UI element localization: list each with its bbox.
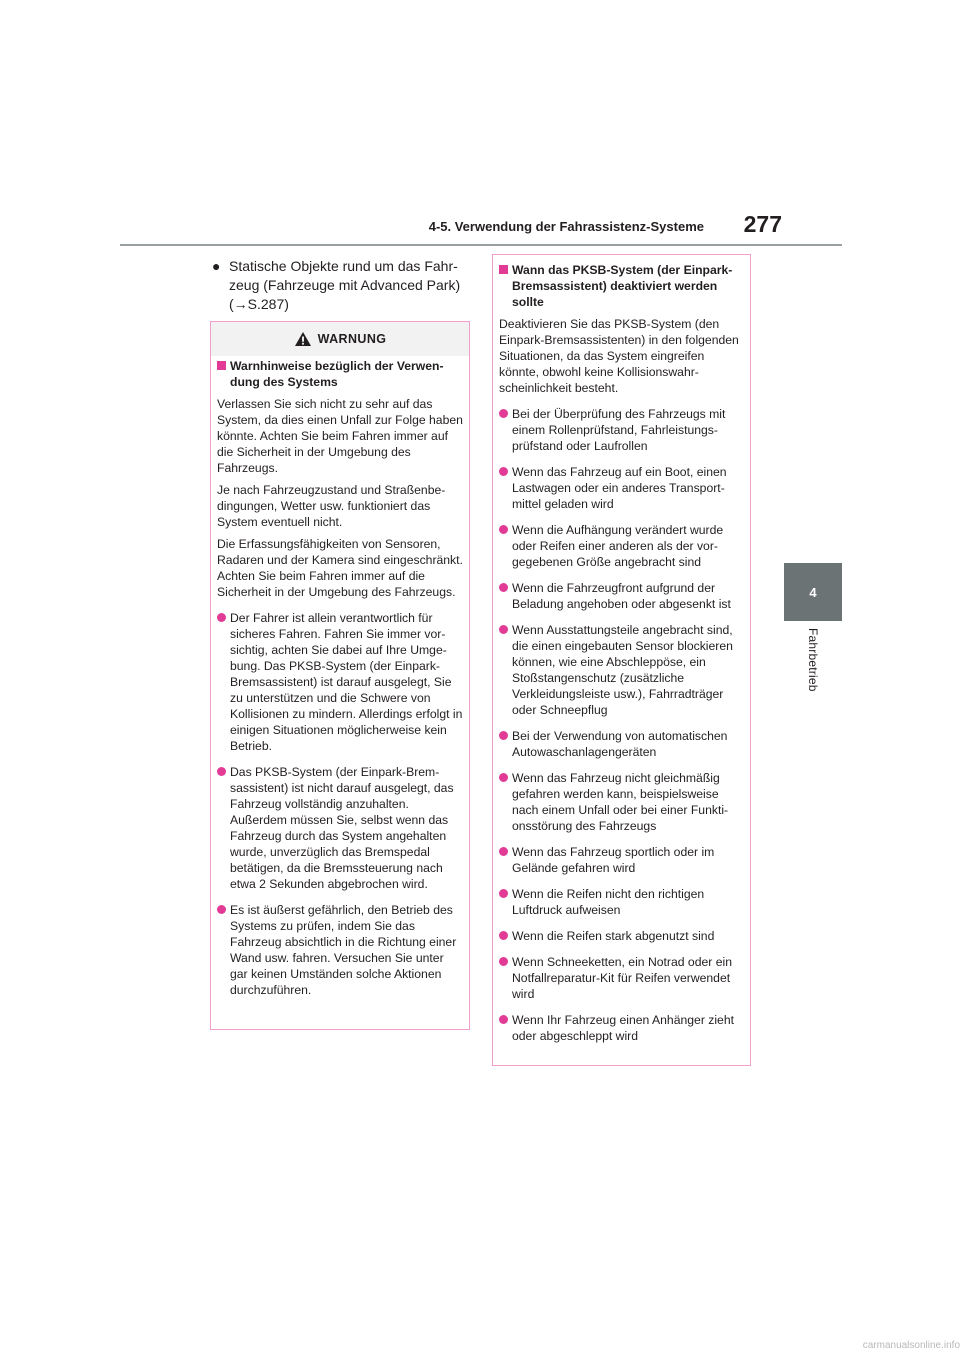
- info-bullet-text: Wenn die Reifen stark abgenutzt sind: [512, 929, 715, 943]
- info-bullet-text: Wenn Ausstattungsteile angebracht sind, die einen eingebauten Sensor blockieren können, wie eine Abschleppöse, ein Stoßstangenschutz (zusätzliche Verkleidungsleiste usw.), Fahrradträger oder Schneepflug: [512, 623, 733, 717]
- info-bullet-text: Wenn das Fahrzeug auf ein Boot, einen Lastwagen oder ein anderes Transportmittel geladen wird: [512, 465, 727, 511]
- info-bullet: [499, 928, 744, 944]
- info-bullet: [499, 522, 744, 570]
- bullet-dot-icon: [499, 525, 508, 534]
- warning-label: WARNUNG: [317, 332, 387, 346]
- warning-triangle-icon: [294, 331, 312, 347]
- warning-heading-text: Warnhinweise bezüglich der Verwendung des Systems: [230, 359, 444, 389]
- info-heading: [499, 262, 744, 310]
- warning-heading: [217, 358, 463, 390]
- bullet-dot-icon: [217, 905, 226, 914]
- warning-paragraph: Die Erfassungsfähigkeiten von Sensoren, Radaren und der Kamera sind eingeschränkt. Achten Sie beim Fahren immer auf die Sicherheit in der Umgebung des Fahrzeugs.: [217, 537, 463, 599]
- info-bullet-text: Wenn Ihr Fahrzeug einen Anhänger zieht oder abgeschleppt wird: [512, 1013, 735, 1043]
- chapter-label-container: [784, 628, 842, 738]
- square-marker-icon: [499, 265, 508, 274]
- info-bullet-text: Wenn das Fahrzeug nicht gleichmäßig gefahren werden kann, beispielsweise nach einem Unfall oder bei einer Funktionsstörung des Fahrzeugs: [512, 771, 729, 833]
- header-divider: [120, 244, 842, 246]
- section-title: 4-5. Verwendung der Fahrassistenz-Systeme: [428, 219, 704, 234]
- bullet-dot-icon: [499, 625, 508, 634]
- bullet-dot-icon: [499, 467, 508, 476]
- info-bullet: [499, 954, 744, 1002]
- info-bullet: [499, 728, 744, 760]
- chapter-label: Fahrbetrieb: [806, 628, 820, 692]
- bullet-dot-icon: [499, 773, 508, 782]
- watermark: carmanualsonline.info: [862, 1340, 960, 1351]
- warning-box: [210, 321, 470, 1030]
- bullet-dot-icon: [217, 767, 226, 776]
- info-bullet-text: Bei der Überprüfung des Fahrzeugs mit einem Rollenprüfstand, Fahrleistungsprüfstand oder Laufrollen: [512, 407, 726, 453]
- warning-bullet: [217, 610, 463, 754]
- bullet-dot-icon: [499, 847, 508, 856]
- info-bullet-text: Wenn die Reifen nicht den richtigen Luftdruck aufweisen: [512, 887, 705, 917]
- intro-bullet: [212, 257, 470, 314]
- info-bullet-text: Wenn das Fahrzeug sportlich oder im Gelände gefahren wird: [512, 845, 715, 875]
- bullet-dot-icon: [499, 889, 508, 898]
- warning-bullet: [217, 902, 463, 998]
- warning-bullet: [217, 764, 463, 892]
- bullet-dot-icon: [499, 583, 508, 592]
- info-heading-text: Wann das PKSB-System (der Einpark-Bremsassistent) deaktiviert werden sollte: [512, 263, 733, 309]
- square-marker-icon: [217, 361, 226, 370]
- info-bullet: [499, 1012, 744, 1044]
- info-box: [492, 254, 751, 1066]
- info-bullet-text: Wenn die Fahrzeugfront aufgrund der Beladung angehoben oder abgesenkt ist: [512, 581, 731, 611]
- chapter-number: 4: [809, 584, 817, 600]
- page-number: 277: [743, 211, 782, 237]
- intro-bullet-text: Statische Objekte rund um das Fahrzeug (Fahrzeuge mit Advanced Park) (→S.287): [229, 258, 461, 312]
- warning-paragraph: Je nach Fahrzeugzustand und Straßenbedingungen, Wetter usw. funktioniert das System eventuell nicht.: [217, 483, 446, 529]
- bullet-dot-icon: [217, 613, 226, 622]
- info-bullet-text: Wenn die Aufhängung verändert wurde oder Reifen einer anderen als der vorgegebenen Größe angebracht sind: [512, 523, 724, 569]
- info-bullet-text: Bei der Verwendung von automatischen Autowaschanlagengeräten: [512, 729, 728, 759]
- chapter-tab: [784, 563, 842, 621]
- info-bullet: [499, 886, 744, 918]
- bullet-dot-icon: [499, 731, 508, 740]
- info-bullet: [499, 770, 744, 834]
- bullet-dot-icon: [499, 409, 508, 418]
- bullet-dot-icon: [499, 957, 508, 966]
- warning-bullet-text: Der Fahrer ist allein verantwortlich für sicheres Fahren. Fahren Sie immer vorsichtig, achten Sie dabei auf Ihre Umgebung. Das PKSB-System (der Einpark-Bremsassistent) ist darauf ausgelegt, Sie zu unterstützen und die Schwere von Kollisionen zu mindern. Allerdings erfolgt in einigen Situationen möglicherweise kein Betrieb.: [230, 611, 463, 753]
- warning-paragraph: Verlassen Sie sich nicht zu sehr auf das System, da dies einen Unfall zur Folge haben könnte. Achten Sie beim Fahren immer auf die Sicherheit in der Umgebung des Fahrzeugs.: [217, 397, 463, 475]
- info-bullet: [499, 622, 744, 718]
- info-paragraph: Deaktivieren Sie das PKSB-System (den Einpark-Bremsassistenten) in den folgenden Situationen, da das System eingreifen könnte, obwohl keine Kollisionswahrscheinlichkeit besteht.: [499, 317, 739, 395]
- info-bullet: [499, 406, 744, 454]
- info-bullet-text: Wenn Schneeketten, ein Notrad oder ein Notfallreparatur-Kit für Reifen verwendet wird: [512, 955, 732, 1001]
- info-bullet: [499, 844, 744, 876]
- info-bullet: [499, 464, 744, 512]
- info-bullet: [499, 580, 744, 612]
- bullet-dot-icon: [499, 931, 508, 940]
- warning-header: [211, 322, 469, 356]
- bullet-dot-icon: [499, 1015, 508, 1024]
- warning-bullet-text: Das PKSB-System (der Einpark-Bremsassistent) ist nicht darauf ausgelegt, das Fahrzeug vollständig anzuhalten. Außerdem müssen Sie, selbst wenn das Fahrzeug durch das System angehalten wurde, unverzüglich das Bremspedal betätigen, da die Bremssteuerung nach etwa 2 Sekunden abgebrochen wird.: [230, 765, 454, 891]
- bullet-dot-icon: ●: [212, 258, 221, 274]
- warning-bullet-text: Es ist äußerst gefährlich, den Betrieb des Systems zu prüfen, indem Sie das Fahrzeug absichtlich in die Richtung einer Wand usw. fahren. Versuchen Sie unter gar keinen Umständen solche Aktionen durchzuführen.: [230, 903, 457, 997]
